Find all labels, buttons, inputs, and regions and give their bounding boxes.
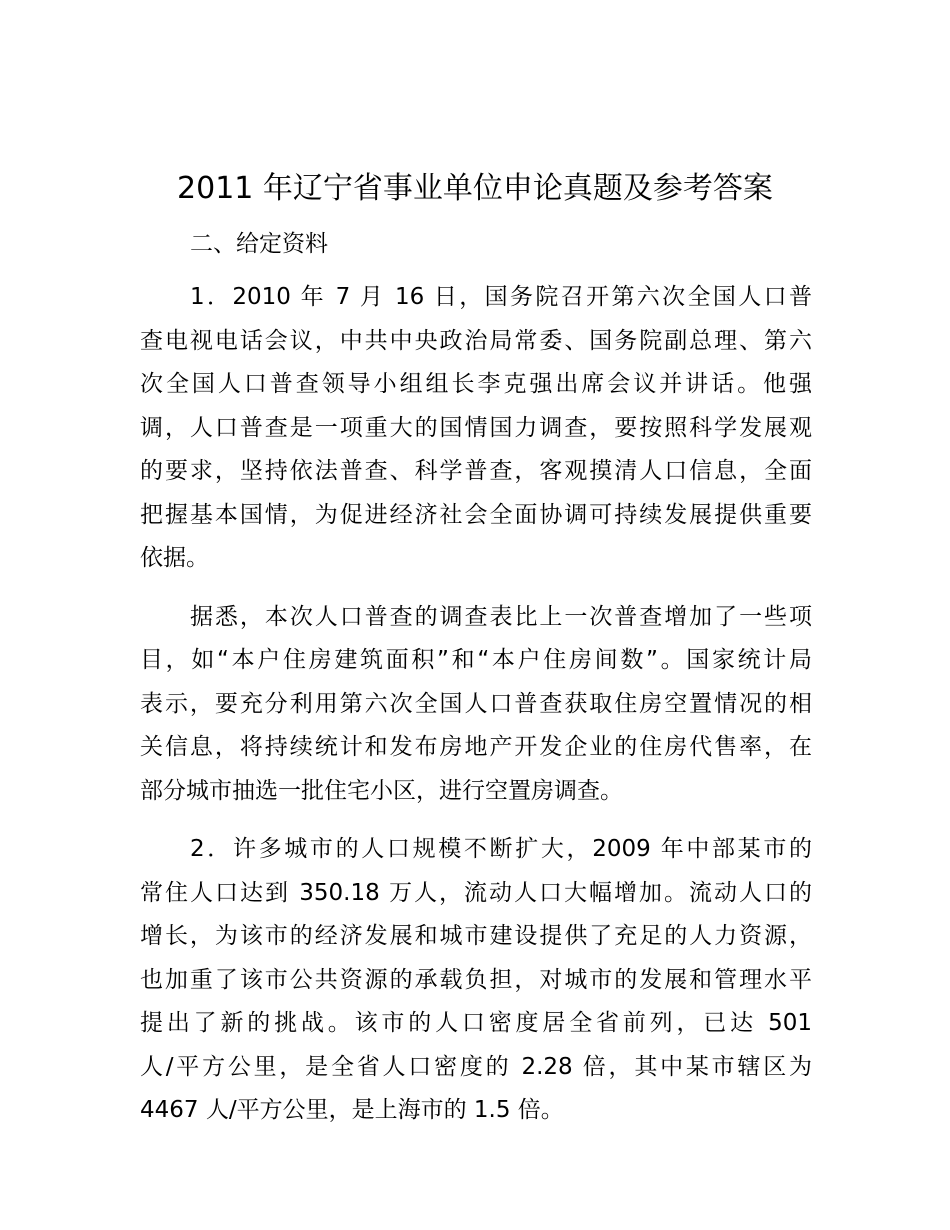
text-line: 人/平方公里，是全省人口密度的 2.28 倍，其中某市辖区为 [140,1053,812,1080]
paragraph-1 [140,276,812,581]
text-line: 2．许多城市的人口规模不断扩大，2009 年中部某市的 [190,836,812,862]
text-line: 据悉，本次人口普查的调查表比上一次普查增加了一些项 [190,603,812,630]
text-line: 表示，要充分利用第六次全国人口普查获取住房空置情况的相 [140,690,812,717]
text-line: 的要求，坚持依法普查、科学普查，客观摸清人口信息，全面 [140,458,812,484]
text-line: 关信息，将持续统计和发布房地产开发企业的住房代售率，在 [140,734,812,760]
document-title: 2011 年辽宁省事业单位申论真题及参考答案 [177,171,773,206]
section-heading: 二、给定资料 [190,231,328,257]
paragraph-3 [140,828,812,1133]
paragraph-2 [140,596,812,814]
text-line: 次全国人口普查领导小组组长李克强出席会议并讲话。他强 [140,371,812,397]
text-line: 4467 人/平方公里，是上海市的 1.5 倍。 [140,1097,564,1123]
text-line: 调，人口普查是一项重大的国情国力调查，要按照科学发展观 [140,414,812,441]
text-line: 查电视电话会议，中共中央政治局常委、国务院副总理、第六 [140,327,812,354]
text-line: 把握基本国情，为促进经济社会全面协调可持续发展提供重要 [140,501,812,528]
text-line: 也加重了该市公共资源的承载负担，对城市的发展和管理水平 [140,966,812,993]
document-body [140,276,812,1148]
text-line: 部分城市抽选一批住宅小区，进行空置房调查。 [140,777,623,804]
text-line: 1．2010 年 7 月 16 日，国务院召开第六次全国人口普 [190,284,812,310]
text-line: 常住人口达到 350.18 万人，流动人口大幅增加。流动人口的 [140,879,812,906]
text-line: 增长，为该市的经济发展和城市建设提供了充足的人力资源， [140,923,812,949]
text-line: 目，如“本户住房建筑面积”和“本户住房间数”。国家统计局 [140,647,812,673]
text-line: 提出了新的挑战。该市的人口密度居全省前列，已达 501 [140,1010,812,1036]
text-line: 依据。 [140,545,209,571]
